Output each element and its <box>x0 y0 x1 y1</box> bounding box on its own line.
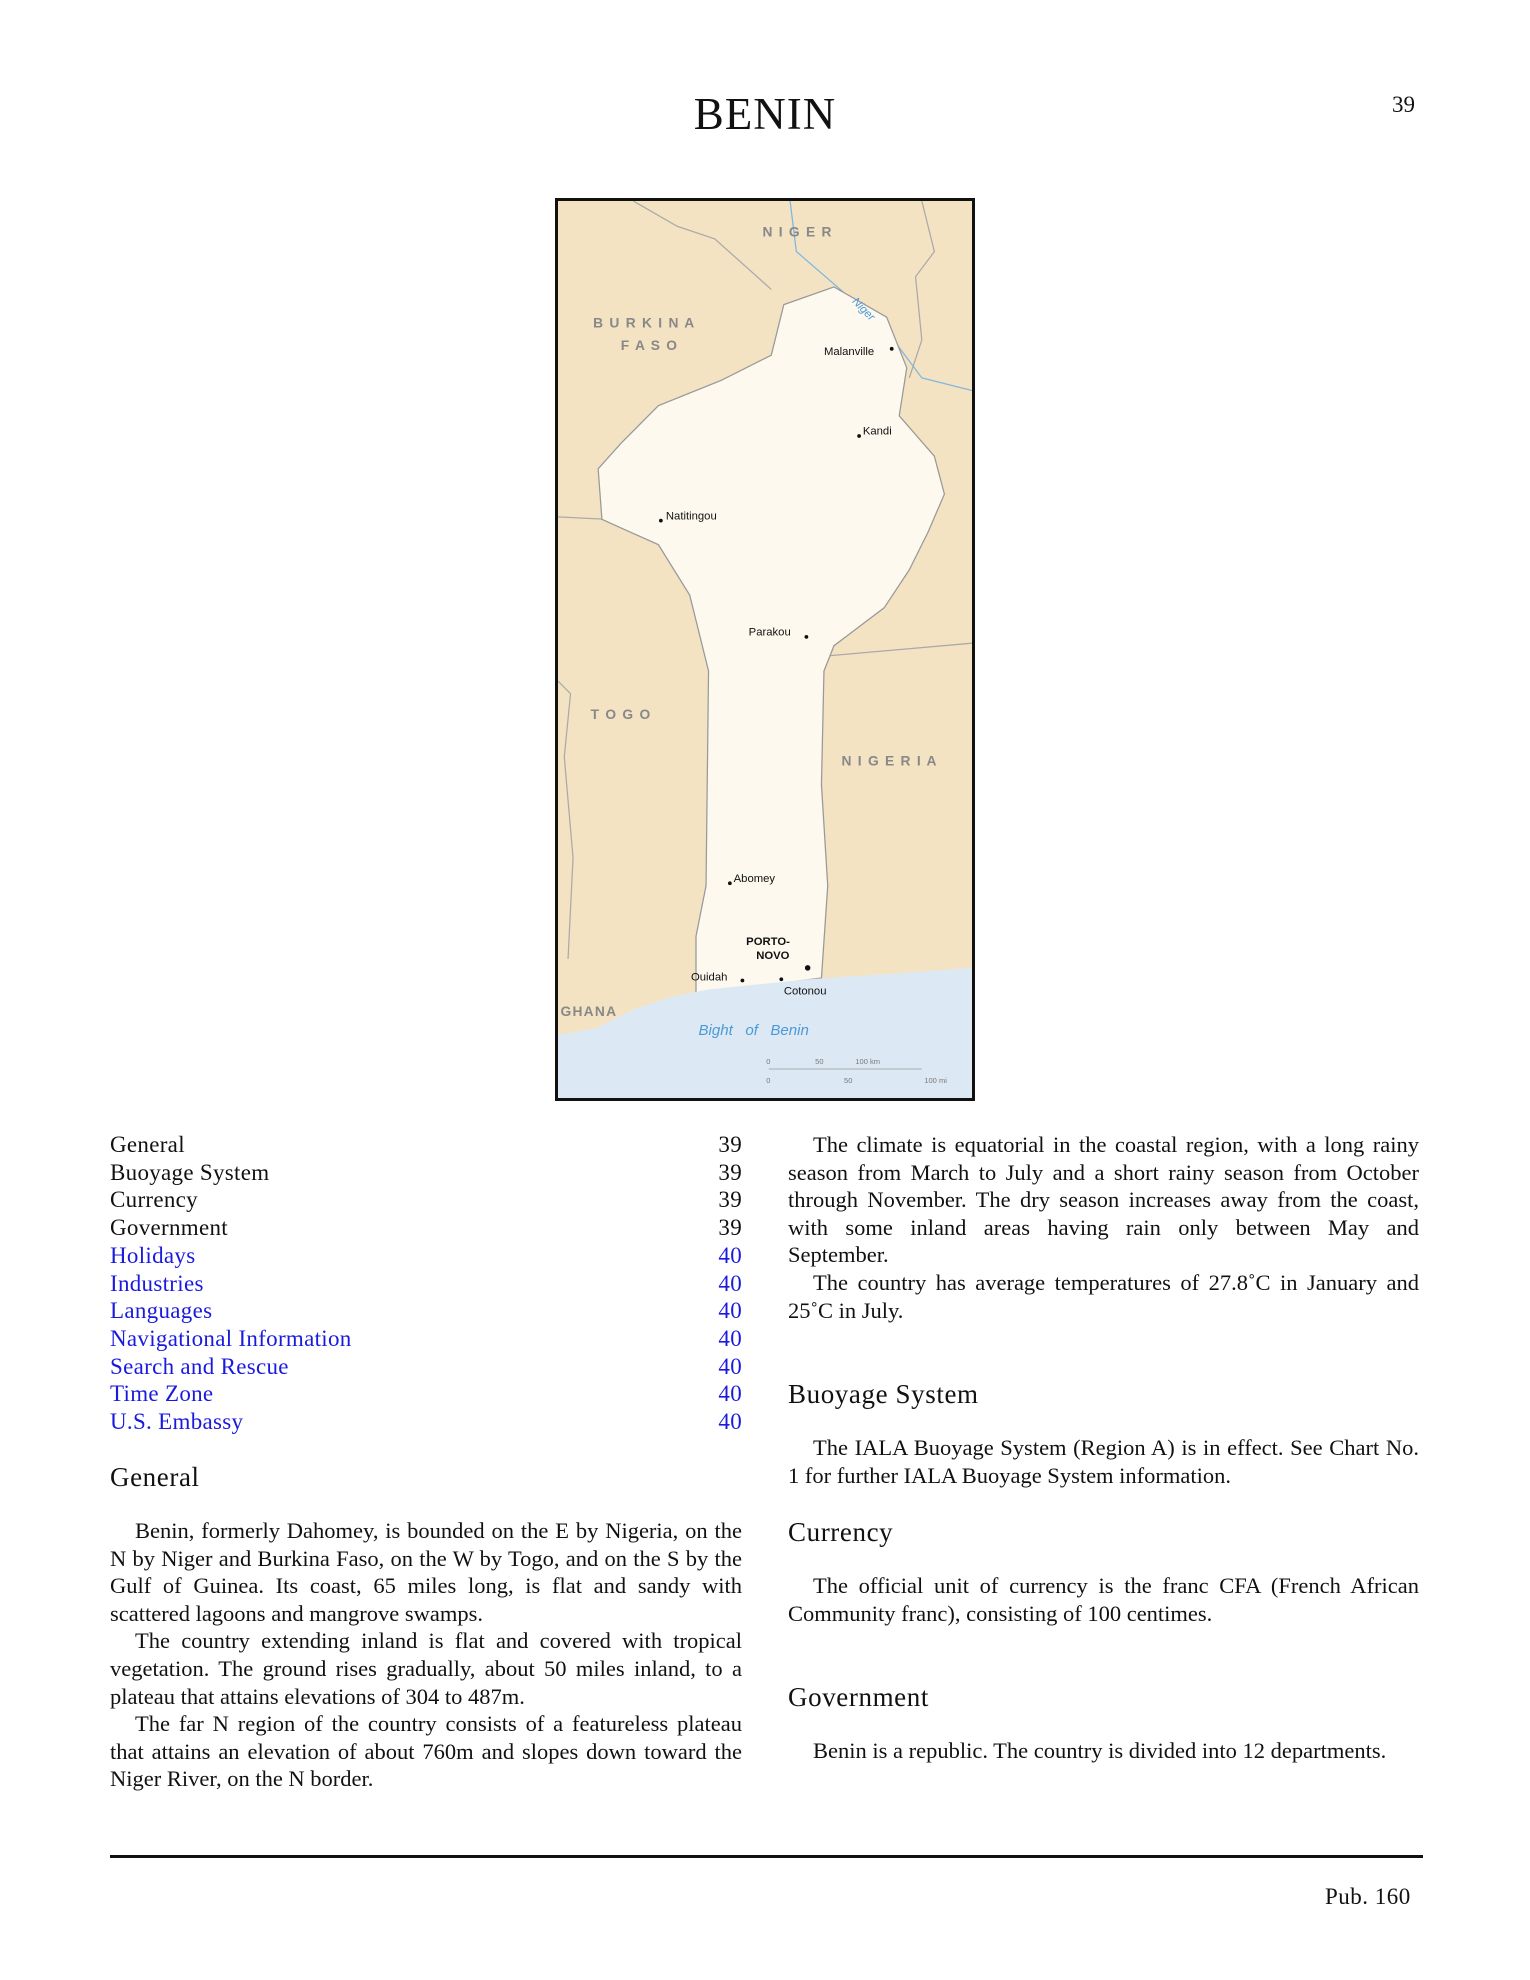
section-heading-buoyage: Buoyage System <box>788 1379 979 1409</box>
section-body-general <box>110 1517 742 1793</box>
toc-label: U.S. Embassy <box>110 1409 244 1435</box>
section-heading-government: Government <box>788 1682 929 1712</box>
toc-label: Search and Rescue <box>110 1353 289 1379</box>
section-body-government <box>788 1737 1419 1765</box>
map-label-togo: T O G O <box>590 705 652 722</box>
benin-map <box>555 198 975 1101</box>
city-label: NOVO <box>756 949 790 963</box>
paragraph: The country has average temperatures of 27.8˚C in January and 25˚C in July. <box>788 1269 1419 1323</box>
toc-entry <box>110 1186 742 1214</box>
toc-entry[interactable] <box>110 1242 742 1270</box>
city-label: Natitingou <box>665 510 717 523</box>
benin-territory <box>598 287 944 994</box>
toc-label: Languages <box>110 1298 213 1324</box>
toc-entry[interactable] <box>110 1380 742 1408</box>
toc-page: 40 <box>718 1325 742 1351</box>
toc-page: 40 <box>718 1409 742 1435</box>
map-label-nigeria: N I G E R I A <box>841 752 938 769</box>
paragraph: The climate is equatorial in the coastal region, with a long rainy season from March to July and a short rainy season from October through November. The dry season increases away from the coast, with some inland areas having rain only between May and September. <box>788 1132 1419 1268</box>
paragraph: The IALA Buoyage System (Region A) is in effect. See Chart No. 1 for further IALA Buoyage System information. <box>788 1435 1419 1488</box>
toc-entry[interactable] <box>110 1270 742 1298</box>
map-label-faso: F A S O <box>620 337 679 354</box>
city-label: Kandi <box>862 425 892 438</box>
city-label: PORTO- <box>746 936 790 949</box>
toc-entry[interactable] <box>110 1325 742 1353</box>
toc-label: Buoyage System <box>110 1159 270 1185</box>
toc-label: Government <box>110 1215 228 1241</box>
toc-page: 39 <box>718 1215 742 1241</box>
city-label: Ouidah <box>690 971 728 984</box>
section-heading-currency: Currency <box>788 1517 894 1547</box>
svg-text:100 mi: 100 mi <box>924 1075 947 1085</box>
page-title: BENIN <box>693 89 837 139</box>
section-heading-general: General <box>110 1462 200 1492</box>
toc-page: 40 <box>718 1270 742 1296</box>
svg-text:50: 50 <box>815 1056 824 1066</box>
map-label-sea: Bight of Benin <box>698 1021 809 1039</box>
paragraph: The official unit of currency is the franc CFA (French African Community franc), consisting of 100 centimes. <box>788 1573 1419 1626</box>
page-number: 39 <box>1392 92 1415 117</box>
svg-text:0: 0 <box>766 1056 771 1066</box>
footer-divider <box>110 1855 1423 1858</box>
toc-entry <box>110 1159 742 1187</box>
paragraph: Benin is a republic. The country is divided into 12 departments. <box>813 1738 1387 1763</box>
svg-text:50: 50 <box>844 1075 853 1085</box>
section-body-currency <box>788 1572 1419 1627</box>
toc-entry[interactable] <box>110 1297 742 1325</box>
svg-text:100 km: 100 km <box>855 1056 880 1066</box>
publication-label: Pub. 160 <box>1325 1884 1411 1909</box>
table-of-contents <box>110 1131 742 1436</box>
toc-entry <box>110 1214 742 1242</box>
city-label: Malanville <box>823 346 875 359</box>
toc-label: General <box>110 1132 185 1157</box>
svg-text:0: 0 <box>766 1075 771 1085</box>
map-label-burkina: B U R K I N A <box>593 314 696 331</box>
city-label: Cotonou <box>783 985 827 998</box>
toc-page: 39 <box>718 1187 742 1213</box>
toc-label: Holidays <box>110 1242 196 1268</box>
section-body-buoyage <box>788 1434 1419 1489</box>
toc-page: 40 <box>718 1381 742 1407</box>
city-label: Abomey <box>733 872 776 885</box>
map-label-river: Niger <box>849 295 877 324</box>
map-label-niger: N I G E R <box>762 223 833 240</box>
toc-page: 40 <box>718 1298 742 1324</box>
toc-label: Currency <box>110 1187 198 1213</box>
paragraph: The country extending inland is flat and covered with tropical vegetation. The ground rises gradually, about 50 miles inland, to a plateau that attains elevations of 304 to 487m. <box>110 1628 742 1709</box>
toc-entry <box>110 1131 742 1159</box>
paragraph: Benin, formerly Dahomey, is bounded on the E by Nigeria, on the N by Niger and Burkina Faso, on the W by Togo, and on the S by the Gulf of Guinea. Its coast, 65 miles long, is flat and sandy with scattered lagoons and mangrove swamps. <box>110 1518 742 1626</box>
toc-entry[interactable] <box>110 1408 742 1436</box>
toc-label: Time Zone <box>110 1381 214 1407</box>
city-label: Parakou <box>748 626 791 639</box>
toc-entry[interactable] <box>110 1353 742 1381</box>
toc-label: Navigational Information <box>110 1325 352 1351</box>
map-label-ghana: GHANA <box>560 1002 618 1019</box>
paragraph: The far N region of the country consists of a featureless plateau that attains an elevation of about 760m and slopes down toward the Niger River, on the N border. <box>110 1711 742 1792</box>
section-body-climate <box>788 1131 1419 1324</box>
toc-page: 40 <box>718 1242 742 1268</box>
toc-page: 39 <box>718 1132 742 1157</box>
toc-page: 40 <box>718 1353 742 1379</box>
toc-label: Industries <box>110 1270 204 1296</box>
toc-page: 39 <box>718 1159 742 1185</box>
